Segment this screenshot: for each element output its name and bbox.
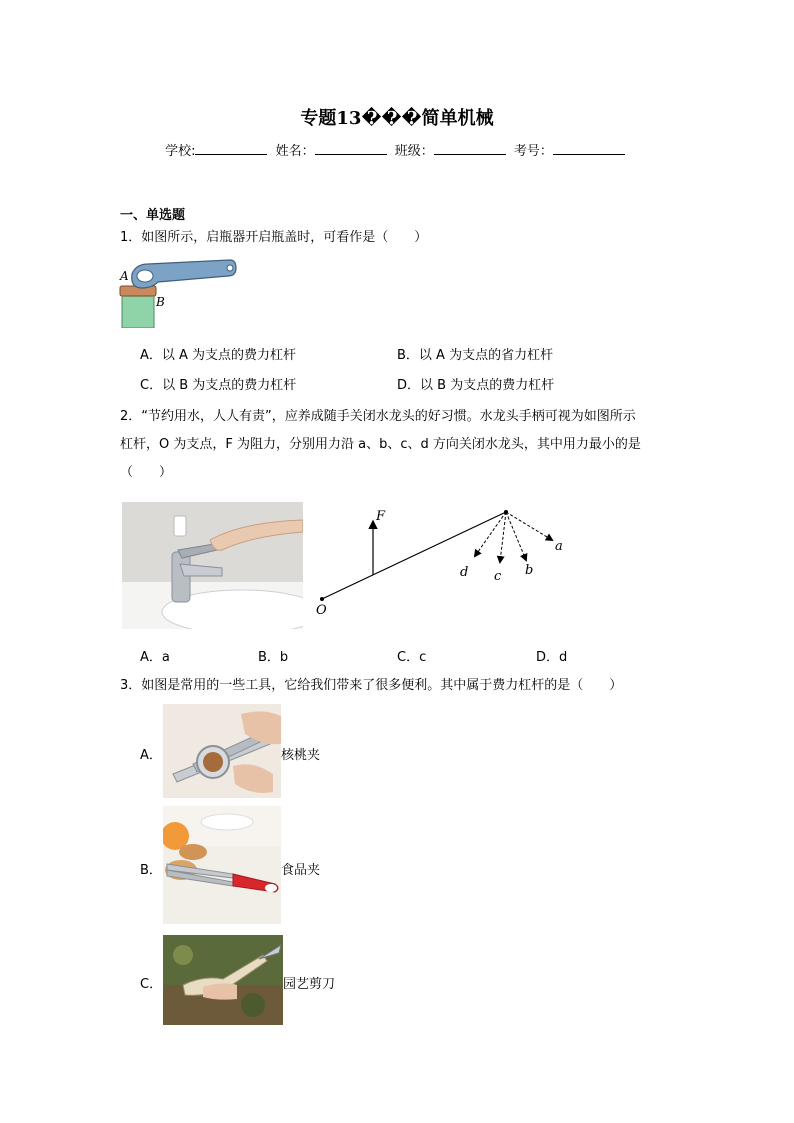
walnut-cracker-illustration	[163, 704, 281, 798]
q2-option-d[interactable]: D．d	[536, 650, 568, 665]
class-blank[interactable]	[434, 142, 506, 155]
faucet-photo	[122, 502, 303, 629]
garden-shears-photo[interactable]	[163, 935, 283, 1025]
label-a: A	[120, 269, 129, 283]
bottle-neck	[122, 294, 154, 328]
question-1-text: 1．如图所示，启瓶器开启瓶盖时，可看作是（ ）	[120, 230, 428, 245]
label-b: B	[156, 295, 165, 309]
q3-option-c-label: 园艺剪刀	[283, 977, 336, 992]
label-f: F	[376, 509, 386, 524]
q3-option-a-letter[interactable]: A．	[140, 748, 162, 763]
label-c: c	[494, 569, 502, 584]
q1-option-b[interactable]: B．以 A 为支点的省力杠杆	[397, 348, 554, 363]
name-blank[interactable]	[315, 142, 387, 155]
q2-option-b[interactable]: B．b	[258, 650, 289, 665]
label-b: b	[525, 563, 534, 578]
student-info-line	[0, 140, 794, 159]
page-title: 专题13���简单机械	[300, 108, 494, 129]
pivot-point	[320, 597, 324, 601]
direction-c-arrow	[500, 512, 506, 562]
school-blank[interactable]	[195, 142, 267, 155]
section-heading: 一、单选题	[120, 208, 186, 223]
label-d: d	[460, 565, 469, 580]
number-blank[interactable]	[553, 142, 625, 155]
label-o: O	[316, 603, 327, 618]
question-3-text: 3．如图是常用的一些工具，它给我们带来了很多便利。其中属于费力杠杆的是（ ）	[120, 678, 623, 693]
opener-end-hole	[227, 265, 233, 271]
direction-b-arrow	[506, 512, 526, 560]
lever-bar	[322, 512, 506, 599]
q1-option-a[interactable]: A．以 A 为支点的费力杠杆	[140, 348, 297, 363]
number-label: 考号：	[513, 144, 553, 159]
lever-diagram	[310, 500, 580, 620]
name-label: 姓名：	[275, 144, 315, 159]
opener-hole	[137, 270, 153, 282]
label-a: a	[555, 539, 563, 554]
question-2-line-2: 杠杆，O 为支点，F 为阻力，分别用力沿 a、b、c、d 方向关闭水龙头，其中用力最小的是	[120, 437, 641, 452]
q2-option-c[interactable]: C．c	[397, 650, 427, 665]
q3-option-b-letter[interactable]: B．	[140, 863, 162, 878]
school-label: 学校:	[165, 144, 196, 159]
question-2-line-1: 2．“节约用水，人人有责”，应养成随手关闭水龙头的好习惯。水龙头手柄可视为如图所示	[120, 409, 636, 424]
q3-option-a-label: 核桃夹	[281, 748, 321, 763]
q3-option-b-label: 食品夹	[281, 863, 321, 878]
walnut-cracker-photo[interactable]	[163, 704, 281, 798]
q2-option-a[interactable]: A．a	[140, 650, 170, 665]
q1-option-d[interactable]: D．以 B 为支点的费力杠杆	[397, 378, 555, 393]
garden-shears-illustration	[163, 935, 283, 1025]
faucet-illustration	[122, 502, 303, 629]
food-tongs-photo[interactable]	[163, 806, 281, 924]
question-2-line-3: （ ）	[120, 465, 173, 480]
class-label: 班级：	[394, 144, 434, 159]
food-tongs-illustration	[163, 806, 281, 924]
q1-option-c[interactable]: C．以 B 为支点的费力杠杆	[140, 378, 297, 393]
q3-option-c-letter[interactable]: C．	[140, 977, 163, 992]
bottle-opener-figure	[118, 256, 240, 328]
direction-a-arrow	[506, 512, 552, 540]
